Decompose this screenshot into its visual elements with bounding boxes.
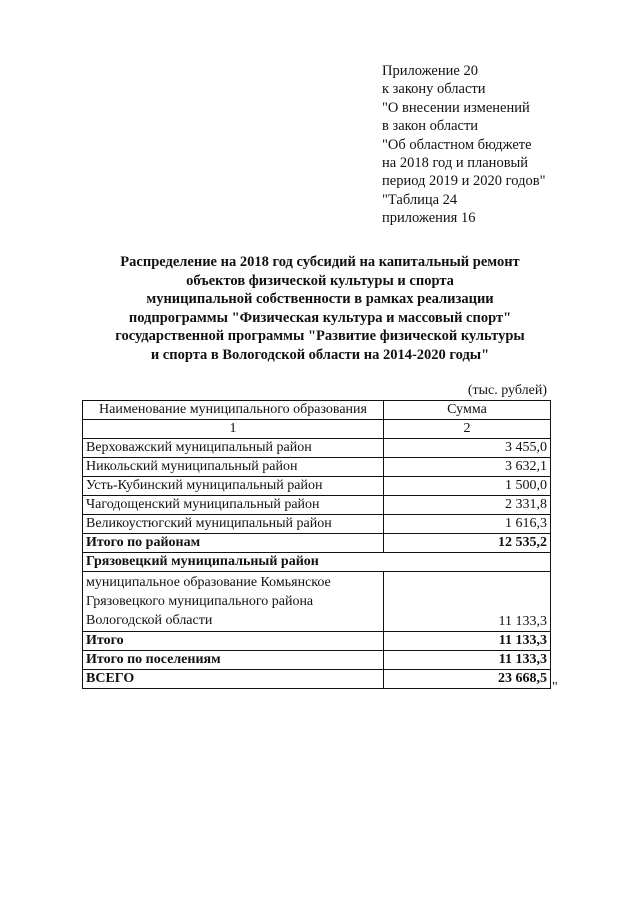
table-row bbox=[83, 439, 551, 458]
section-total-row bbox=[83, 632, 551, 651]
grand-total-label: ВСЕГО bbox=[83, 670, 384, 689]
district-sum: 1 500,0 bbox=[384, 477, 551, 496]
title-line: Распределение на 2018 год субсидий на капитальный ремонт bbox=[120, 254, 520, 270]
section-total-sum: 11 133,3 bbox=[384, 632, 551, 651]
appendix-line: на 2018 год и плановый bbox=[382, 155, 529, 172]
district-sum: 1 616,3 bbox=[384, 515, 551, 534]
section-heading-row bbox=[83, 553, 551, 572]
districts-total-sum: 12 535,2 bbox=[384, 534, 551, 553]
district-sum: 3 632,1 bbox=[384, 458, 551, 477]
title-line: государственной программы "Развитие физической культуры bbox=[115, 328, 525, 345]
table-row bbox=[83, 458, 551, 477]
settlements-total-sum: 11 133,3 bbox=[384, 651, 551, 670]
table-row bbox=[83, 477, 551, 496]
section-total-label: Итого bbox=[83, 632, 384, 651]
header-sum-cell: Сумма bbox=[384, 401, 551, 420]
district-name: Усть-Кубинский муниципальный район bbox=[83, 477, 384, 496]
units-label: (тыс. рублей) bbox=[467, 383, 547, 398]
district-name: Верховажский муниципальный район bbox=[83, 439, 384, 458]
settlement-name bbox=[83, 572, 384, 632]
settlements-total-label: Итого по поселениям bbox=[83, 651, 384, 670]
title-line: подпрограммы "Физическая культура и массовый спорт" bbox=[128, 309, 512, 326]
appendix-line: период 2019 и 2020 годов" bbox=[382, 173, 546, 190]
column-number-name: 1 bbox=[83, 420, 384, 439]
district-name: Чагодощенский муниципальный район bbox=[83, 496, 384, 515]
districts-total-row bbox=[83, 534, 551, 553]
appendix-line: "Таблица 24 bbox=[382, 191, 458, 208]
table-row bbox=[83, 496, 551, 515]
column-number-sum: 2 bbox=[384, 420, 551, 439]
subsidy-table bbox=[82, 400, 551, 689]
appendix-line: в закон области bbox=[382, 118, 479, 135]
title-line: объектов физической культуры и спорта bbox=[186, 272, 454, 289]
grand-total-sum: 23 668,5 bbox=[384, 670, 551, 689]
column-number-row bbox=[83, 420, 551, 439]
appendix-line: "Об областном бюджете bbox=[382, 136, 532, 153]
settlements-total-row bbox=[83, 651, 551, 670]
header-name-cell: Наименование муниципального образования bbox=[83, 401, 384, 420]
appendix-line: "О внесении изменений bbox=[382, 99, 530, 116]
grand-total-row bbox=[83, 670, 551, 689]
district-name: Никольский муниципальный район bbox=[83, 458, 384, 477]
settlement-name-line: Вологодской области bbox=[86, 613, 213, 628]
title-line: и спорта в Вологодской области на 2014-2020 годы" bbox=[150, 346, 490, 363]
settlement-sum: 11 133,3 bbox=[384, 572, 551, 632]
appendix-line: Приложение 20 bbox=[382, 63, 478, 79]
district-name: Великоустюгский муниципальный район bbox=[83, 515, 384, 534]
table-row bbox=[83, 515, 551, 534]
table-header-row bbox=[83, 401, 551, 420]
districts-total-label: Итого по районам bbox=[83, 534, 384, 553]
appendix-line: приложения 16 bbox=[382, 210, 476, 227]
settlement-row bbox=[83, 572, 551, 632]
title-line: муниципальной собственности в рамках реализации bbox=[146, 291, 494, 308]
settlement-name-line: Грязовецкого муниципального района bbox=[86, 594, 314, 609]
settlement-name-line: муниципальное образование Комьянское bbox=[86, 575, 331, 590]
appendix-header bbox=[382, 62, 632, 228]
closing-quote: " bbox=[552, 680, 558, 695]
section-heading: Грязовецкий муниципальный район bbox=[83, 553, 551, 572]
document-title bbox=[60, 253, 580, 365]
district-sum: 2 331,8 bbox=[384, 496, 551, 515]
district-sum: 3 455,0 bbox=[384, 439, 551, 458]
appendix-line: к закону области bbox=[382, 81, 486, 98]
